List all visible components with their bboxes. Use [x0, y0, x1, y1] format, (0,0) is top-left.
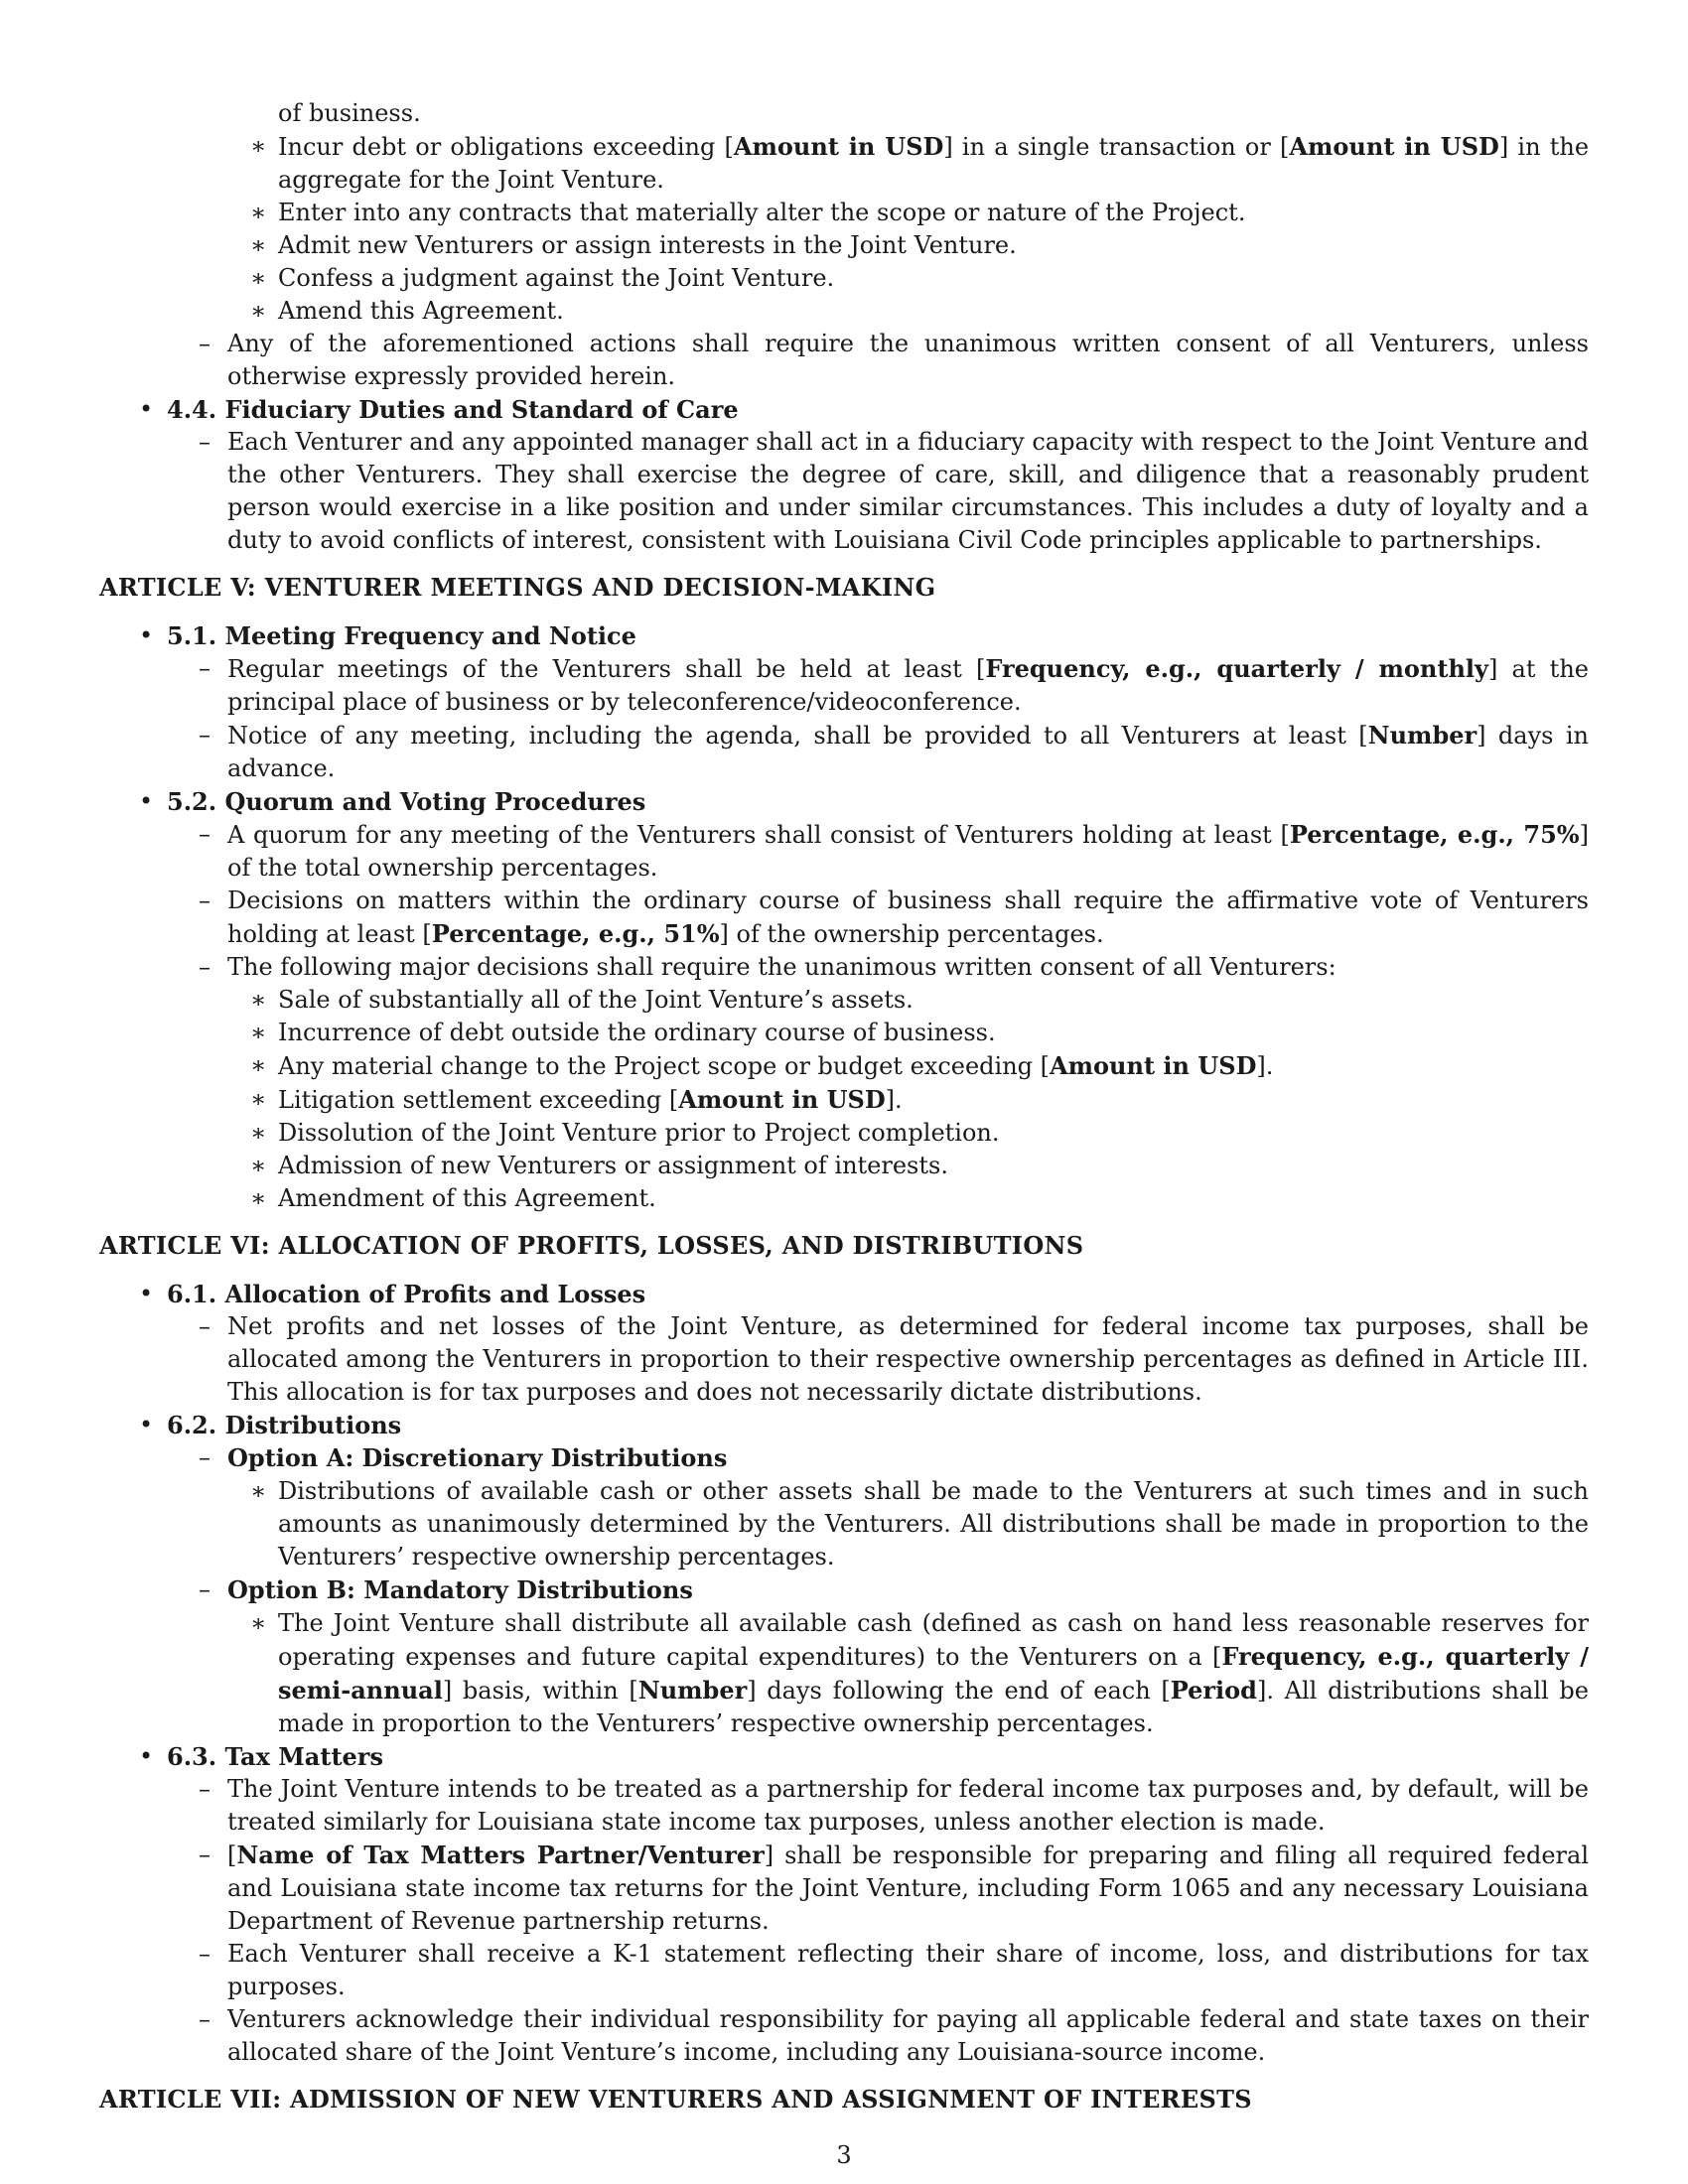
dash-marker: – [199, 428, 211, 456]
placeholder-field: Number [1367, 721, 1477, 750]
star-marker: ∗ [250, 132, 267, 160]
dash-marker: – [199, 1312, 211, 1340]
list-item: – Each Venturer and any appointed manager shall act in a fiduciary capacity with respect to the Joint Venture and the other Venturers. They shall exercise the degree of care, skill, and diligence that a reasonably prudent person would exercise in a like position and under similar circumstances. This includes a duty of loyalty and a duty to avoid conflicts of interest, consistent with Louisiana Civil Code principles applicable to partnerships. [199, 428, 1589, 554]
section-heading-5-1: • 5.1. Meeting Frequency and Notice [139, 621, 636, 650]
list-item: – The following major decisions shall require the unanimous written consent of all Venturers: [99, 951, 1589, 984]
dash-marker: – [199, 330, 211, 357]
star-marker: ∗ [250, 1184, 267, 1212]
list-item: ∗ Incurrence of debt outside the ordinary course of business. [99, 1017, 1589, 1049]
star-marker: ∗ [250, 1609, 267, 1637]
star-marker: ∗ [250, 297, 267, 325]
list-item: – Regular meetings of the Venturers shall be held at least [Frequency, e.g., quarterly / monthly] at the principal place of business or by teleconference/videoconference. [199, 654, 1589, 716]
placeholder-field: Frequency, e.g., quarterly / monthly [985, 654, 1488, 683]
bullet-marker: • [139, 621, 154, 649]
dash-marker: – [199, 1775, 211, 1803]
placeholder-field: Amount in USD [678, 1085, 886, 1114]
list-item: – Decisions on matters within the ordinary course of business shall require the affirmative vote of Venturers holding at least [Percentage, e.g., 51%] of the ownership percentages. [199, 887, 1589, 948]
dash-marker: – [199, 721, 211, 749]
placeholder-field: Percentage, e.g., 75% [1289, 820, 1580, 849]
list-item [99, 1573, 1589, 1607]
placeholder-field: Period [1170, 1676, 1257, 1705]
list-item: ∗ Sale of substantially all of the Joint Venture’s assets. [99, 984, 1589, 1017]
dash-marker: – [199, 887, 211, 914]
list-item: ∗ Distributions of available cash or other assets shall be made to the Venturers at such times and in such amounts as unanimously determined by the Venturers. All distributions shall be made in proportion to the Venturers’ respective ownership percentages. [250, 1477, 1589, 1570]
list-item: ∗ Amendment of this Agreement. [99, 1182, 1589, 1215]
list-item: – [Name of Tax Matters Partner/Venturer] shall be responsible for preparing and filing all required federal and Louisiana state income tax returns for the Joint Venture, including Form 1065 and any necessary Louisiana Department of Revenue partnership returns. [199, 1841, 1589, 1935]
list-item: ∗ Amend this Agreement. [99, 295, 1589, 328]
list-item: ∗ Admit new Venturers or assign interests in the Joint Venture. [99, 229, 1589, 262]
star-marker: ∗ [250, 231, 267, 259]
dash-marker: – [199, 2005, 211, 2033]
placeholder-field: Frequency, e.g., quarterly / semi-annual [278, 1642, 1589, 1705]
bullet-marker: • [139, 395, 154, 423]
option-b-heading: Option B: Mandatory Distributions [227, 1575, 693, 1604]
list-item: – Net profits and net losses of the Joint Venture, as determined for federal income tax purposes, shall be allocated among the Venturers in proportion to their respective ownership percentages as defined in Article III. This allocation is for tax purposes and does not necessarily dictate distributions. [199, 1312, 1589, 1406]
star-marker: ∗ [250, 986, 267, 1014]
dash-marker: – [199, 1940, 211, 1968]
dash-marker: – [199, 1841, 211, 1868]
list-item: ∗ Any material change to the Project scope or budget exceeding [Amount in USD]. [250, 1051, 1274, 1080]
list-item: of business. [278, 99, 421, 127]
bullet-marker: • [139, 1411, 154, 1438]
star-marker: ∗ [250, 1477, 267, 1505]
article-vi-heading: ARTICLE VI: ALLOCATION OF PROFITS, LOSSES, AND DISTRIBUTIONS [99, 1231, 1084, 1260]
list-item: – The Joint Venture intends to be treated as a partnership for federal income tax purposes and, by default, will be treated similarly for Louisiana state income tax purposes, unless another election is made. [199, 1775, 1589, 1836]
option-a-heading: Option A: Discretionary Distributions [227, 1443, 728, 1472]
list-item: ∗ Confess a judgment against the Joint Venture. [99, 262, 1589, 295]
page-number: 3 [836, 2141, 852, 2169]
bullet-marker: • [139, 787, 154, 815]
star-marker: ∗ [250, 1152, 267, 1179]
star-marker: ∗ [250, 1019, 267, 1046]
list-item: ∗ Enter into any contracts that materially alter the scope or nature of the Project. [99, 197, 1589, 229]
document-page [99, 97, 1589, 2131]
star-marker: ∗ [250, 1085, 267, 1113]
list-item: – Any of the aforementioned actions shall require the unanimous written consent of all Venturers, unless otherwise expressly provided herein. [199, 330, 1589, 390]
star-marker: ∗ [250, 199, 267, 226]
article-vii-heading: ARTICLE VII: ADMISSION OF NEW VENTURERS AND ASSIGNMENT OF INTERESTS [99, 2085, 1252, 2114]
placeholder-field: Percentage, e.g., 51% [431, 919, 720, 948]
dash-marker: – [199, 654, 211, 682]
star-marker: ∗ [250, 1119, 267, 1147]
list-item: – A quorum for any meeting of the Venturers shall consist of Venturers holding at least [Percentage, e.g., 75%] of the total ownership percentages. [199, 820, 1589, 882]
placeholder-field: Name of Tax Matters Partner/Venturer [236, 1841, 765, 1869]
section-heading-5-2: • 5.2. Quorum and Voting Procedures [139, 787, 646, 816]
section-heading-4-4: • 4.4. Fiduciary Duties and Standard of Care [139, 395, 739, 424]
list-item: ∗ Admission of new Venturers or assignment of interests. [99, 1150, 1589, 1182]
list-item [99, 1441, 1589, 1475]
placeholder-field: Number [637, 1676, 748, 1705]
list-item: – Notice of any meeting, including the agenda, shall be provided to all Venturers at least [Number] days in advance. [199, 721, 1589, 782]
dash-marker: – [199, 1575, 211, 1603]
star-marker: ∗ [250, 264, 267, 292]
bullet-marker: • [139, 1742, 154, 1770]
bullet-marker: • [139, 1280, 154, 1307]
placeholder-field: Amount in USD [1050, 1051, 1257, 1080]
dash-marker: – [199, 1443, 211, 1471]
section-heading-6-1: • 6.1. Allocation of Profits and Losses [139, 1280, 646, 1308]
section-heading-6-3: • 6.3. Tax Matters [139, 1742, 383, 1771]
list-item: ∗ Dissolution of the Joint Venture prior to Project completion. [99, 1117, 1589, 1150]
article-v-heading: ARTICLE V: VENTURER MEETINGS AND DECISION-MAKING [99, 573, 936, 602]
list-item: – Each Venturer shall receive a K-1 statement reflecting their share of income, loss, and distributions for tax purposes. [199, 1940, 1589, 2000]
list-item: – Venturers acknowledge their individual responsibility for paying all applicable federal and state taxes on their allocated share of the Joint Venture’s income, including any Louisiana-source income. [199, 2005, 1589, 2066]
placeholder-field: Amount in USD [1289, 132, 1499, 161]
placeholder-field: Amount in USD [733, 132, 944, 161]
star-marker: ∗ [250, 1051, 267, 1079]
list-item: ∗ Litigation settlement exceeding [Amount in USD]. [250, 1085, 903, 1114]
list-item: ∗ Incur debt or obligations exceeding [Amount in USD] in a single transaction or [Amount in USD] in the aggregate for the Joint Venture. [250, 132, 1590, 194]
section-heading-6-2: • 6.2. Distributions [139, 1411, 402, 1439]
dash-marker: – [199, 953, 211, 981]
dash-marker: – [199, 820, 211, 848]
list-item: ∗ The Joint Venture shall distribute all available cash (defined as cash on hand less reasonable reserves for operating expenses and future capital expenditures) to the Venturers on a [Frequency, e.g., quarterly / semi-annual] basis, within [Number] days following the end of each [Period]. All distributions shall be made in proportion to the Venturers’ respective ownership percentages. [250, 1609, 1589, 1737]
